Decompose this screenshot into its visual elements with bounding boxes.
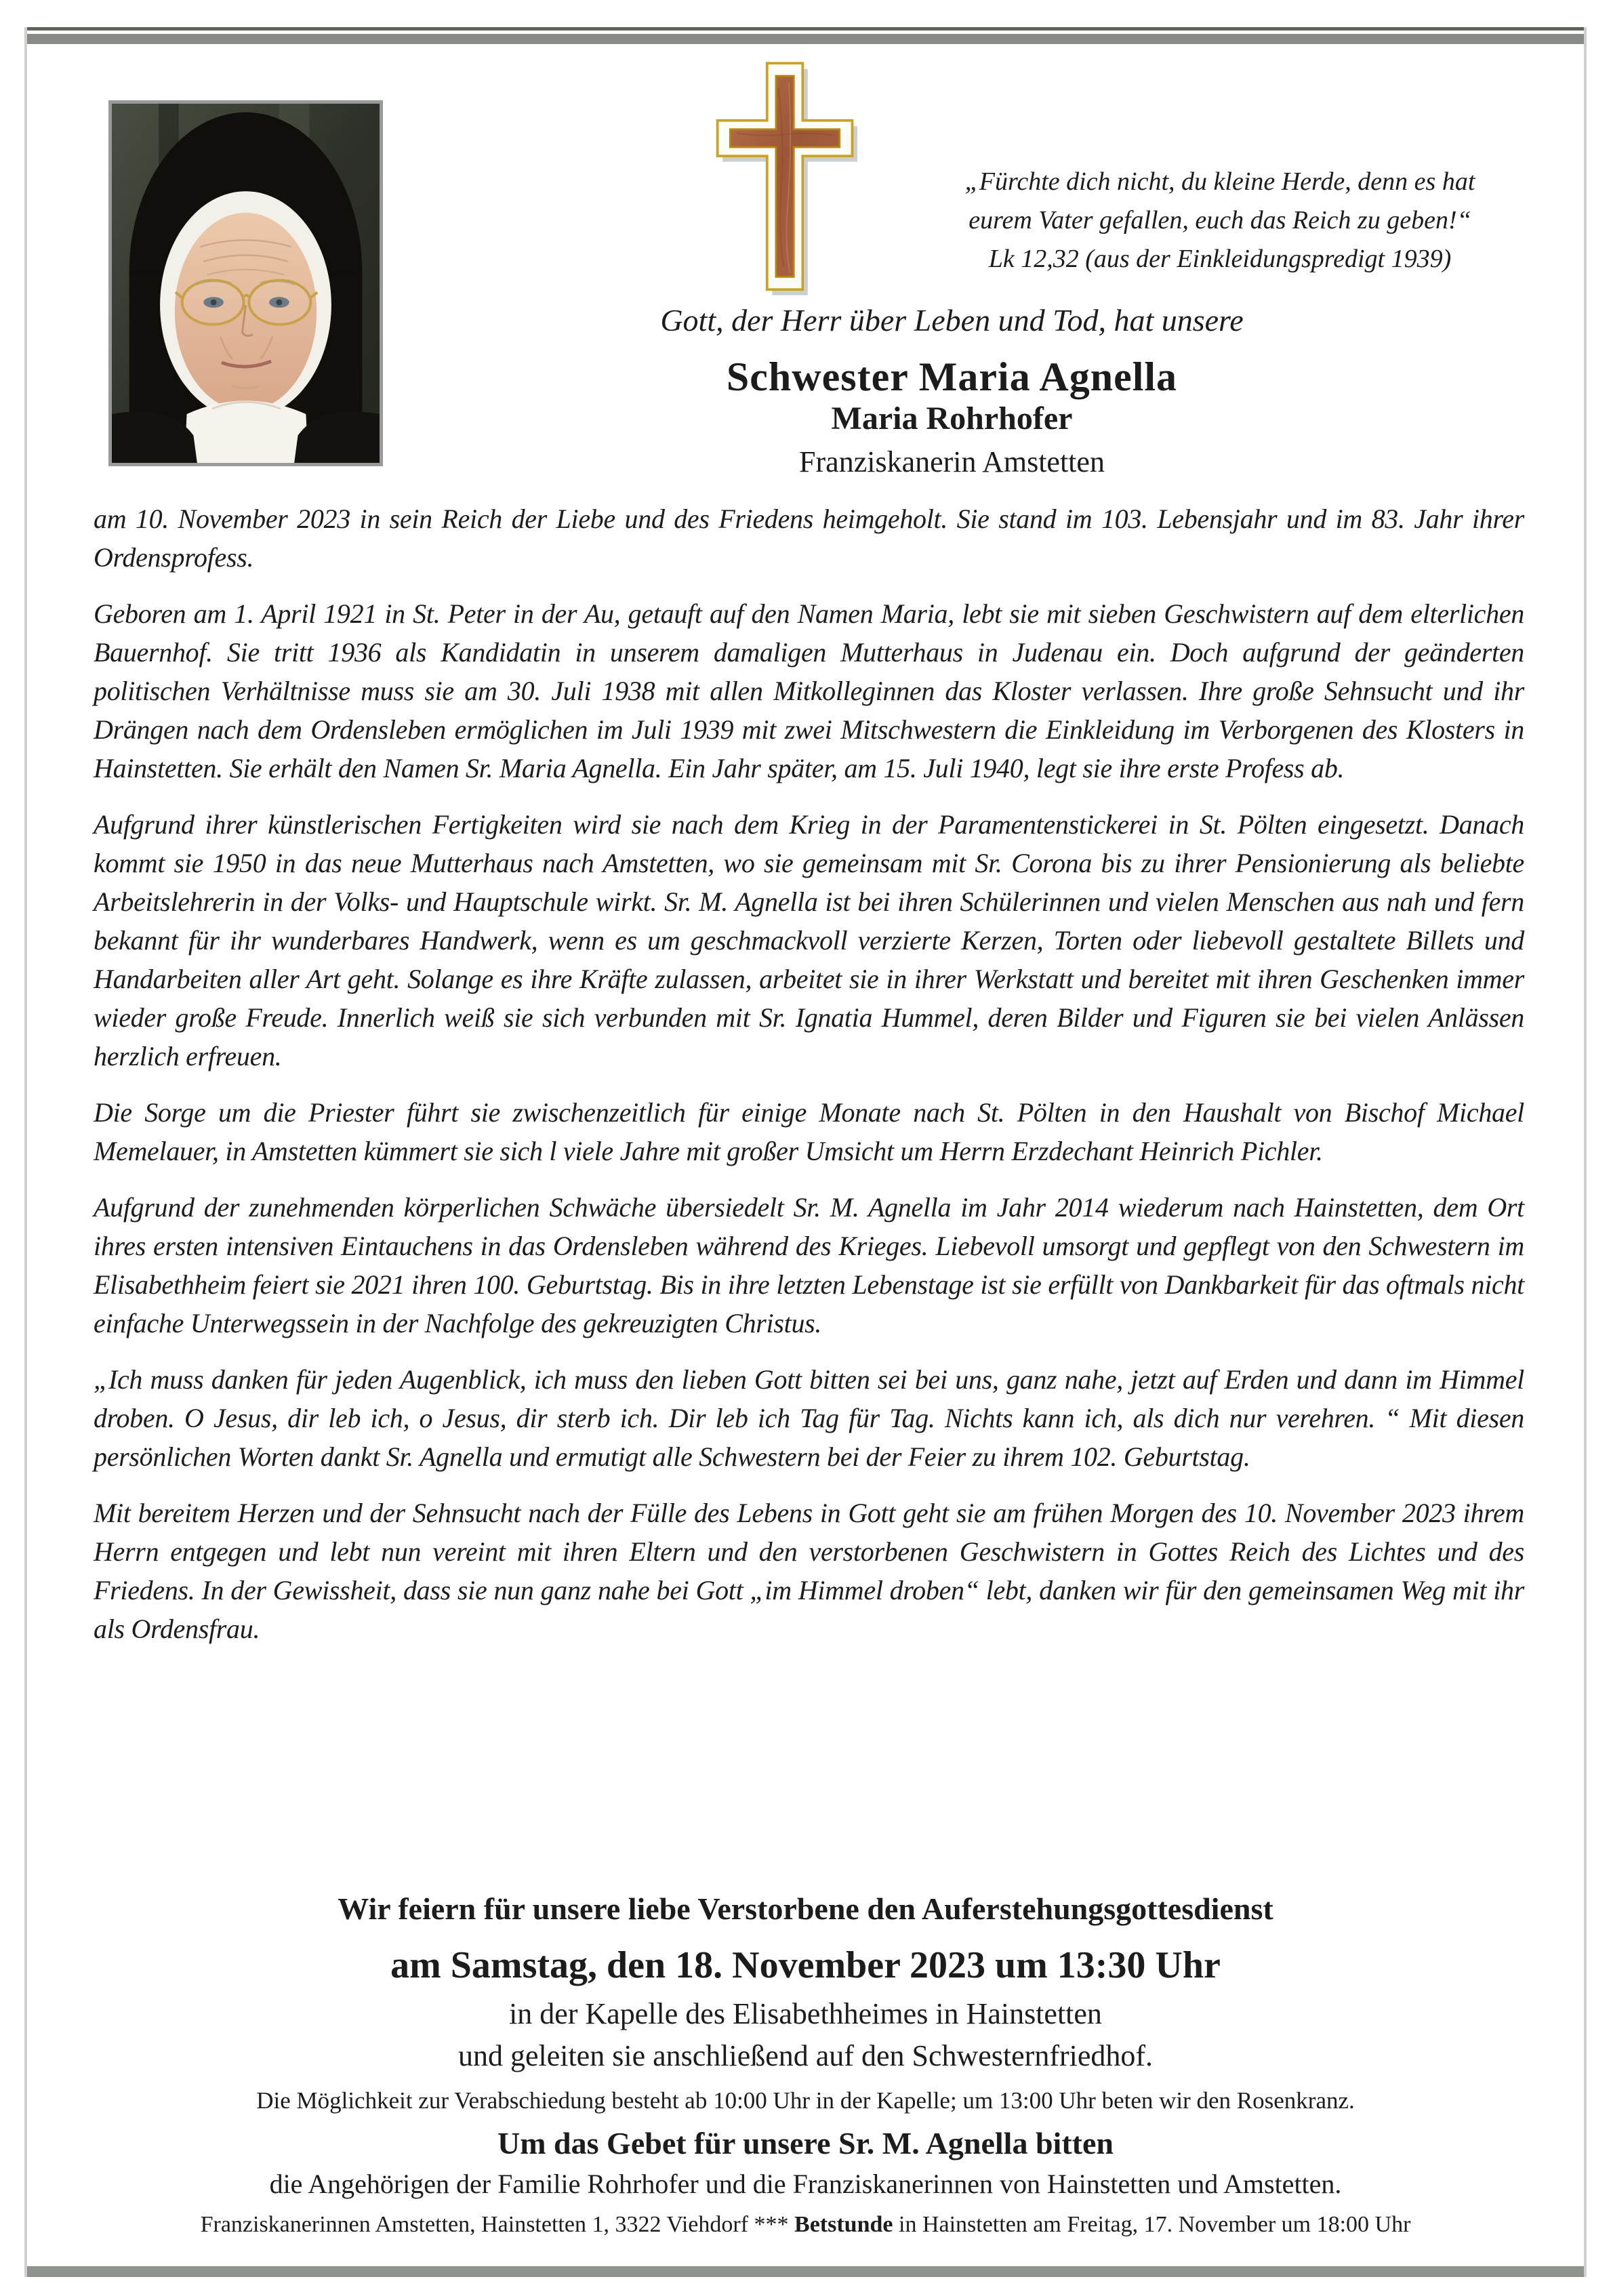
nun-portrait-illustration bbox=[112, 104, 380, 463]
service-procession: und geleiten sie anschließend auf den Schwesternfriedhof. bbox=[457, 2039, 1154, 2072]
wooden-cross-graphic bbox=[714, 58, 857, 300]
quote-line-2: eurem Vater gefallen, euch das Reich zu geben!“ bbox=[968, 206, 1471, 234]
border-frame-bottom-band bbox=[24, 2266, 1587, 2277]
obituary-paragraph: Aufgrund der zunehmenden körperlichen Schwäche übersiedelt Sr. M. Agnella im Jahr 2014 wiederum nach Hainstetten, dem Ort ihres ersten intensiven Eintauchens in das Ordensleben während des Krieges. Liebevoll umsorgt und gepflegt von den Schwestern im Elisabethheim feiert sie 2021 ihren 100. Geburtstag. Bis in ihre letzten Lebenstage ist sie erfüllt von Dankbarkeit für das oftmals nicht einfache Unterwegssein in der Nachfolge des gekreuzigten Christus. bbox=[94, 1192, 1524, 1338]
quote-reference: Lk 12,32 (aus der Einkleidungspredigt 1939) bbox=[988, 245, 1452, 273]
service-location: in der Kapelle des Elisabethheimes in Hainstetten bbox=[509, 1997, 1102, 2030]
prayer-request-line: die Angehörigen der Familie Rohrhofer und die Franziskanerinnen von Hainstetten und Amstetten. bbox=[269, 2169, 1342, 2199]
service-announcement-block bbox=[0, 1891, 1611, 2201]
prayer-request-heading: Um das Gebet für unsere Sr. M. Agnella bitten bbox=[497, 2126, 1114, 2160]
border-frame-top-line bbox=[24, 27, 1587, 30]
intro-line: Gott, der Herr über Leben und Tod, hat unsere bbox=[660, 303, 1244, 337]
obituary-paragraph: Die Sorge um die Priester führt sie zwischenzeitlich für einige Monate nach St. Pölten in den Haushalt von Bischof Michael Memelauer, in Amstetten kümmert sie sich l viele Jahre mit großer Umsicht um Herrn Erzdechant Heinrich Pichler. bbox=[94, 1097, 1524, 1166]
footer-line bbox=[0, 2211, 1611, 2239]
service-announcement: Wir feiern für unsere liebe Verstorbene den Auferstehungsgottesdienst bbox=[338, 1891, 1273, 1926]
deceased-religious-name: Schwester Maria Agnella bbox=[726, 354, 1178, 399]
header-text bbox=[380, 302, 1524, 479]
portrait-photo bbox=[108, 100, 383, 466]
cross-icon bbox=[714, 58, 857, 300]
footer-address: Franziskanerinnen Amstetten, Hainstetten 1, 3322 Viehdorf *** bbox=[200, 2212, 795, 2237]
scripture-quote bbox=[901, 163, 1538, 279]
footer-betstunde-label: Betstunde bbox=[794, 2212, 893, 2237]
obituary-paragraph: Geboren am 1. April 1921 in St. Peter in der Au, getauft auf den Namen Maria, lebt sie mit sieben Geschwistern auf dem elterlichen Bauernhof. Sie tritt 1936 als Kandidatin in unserem damaligen Mutterhaus in Judenau ein. Doch aufgrund der geänderten politischen Verhältnisse muss sie am 30. Juli 1938 mit allen Mitkolleginnen das Kloster verlassen. Ihre große Sehnsucht und ihr Drängen nach dem Ordensleben ermöglichen im Juli 1939 mit zwei Mitschwestern die Einkleidung im Verborgenen des Klosters in Hainstetten. Sie erhält den Namen Sr. Maria Agnella. Ein Jahr später, am 15. Juli 1940, legt sie ihre erste Profess ab. bbox=[94, 598, 1524, 783]
obituary-paragraph: am 10. November 2023 in sein Reich der Liebe und des Friedens heimgeholt. Sie stand im 103. Lebensjahr und im 83. Jahr ihrer Ordensprofess. bbox=[94, 504, 1524, 573]
footer-betstunde-details: in Hainstetten am Freitag, 17. November um 18:00 Uhr bbox=[893, 2212, 1411, 2237]
deceased-order: Franziskanerin Amstetten bbox=[799, 445, 1105, 478]
obituary-paragraph: Mit bereitem Herzen und der Sehnsucht nach der Fülle des Lebens in Gott geht sie am frühen Morgen des 10. November 2023 ihrem Herrn entgegen und lebt nun vereint mit ihren Eltern und den verstorbenen Geschwistern in Gottes Reich des Lichtes und des Friedens. In der Gewissheit, dass sie nun ganz nahe bei Gott „im Himmel droben“ lebt, danken wir für den gemeinsamen Weg mit ihr als Ordensfrau. bbox=[94, 1498, 1524, 1644]
border-frame-top-band bbox=[24, 34, 1587, 44]
obituary-paragraph: Aufgrund ihrer künstlerischen Fertigkeiten wird sie nach dem Krieg in der Paramentenstickerei in St. Pölten eingesetzt. Danach kommt sie 1950 in das neue Mutterhaus nach Amstetten, wo sie gemeinsam mit Sr. Corona bis zu ihrer Pensionierung als beliebte Arbeitslehrerin in der Volks- und Hauptschule wirkt. Sr. M. Agnella ist bei ihren Schülerinnen und vielen Menschen aus nah und fern bekannt für ihr wunderbares Handwerk, wenn es um geschmackvoll verzierte Kerzen, Torten oder liebevoll gestaltete Billets und Handarbeiten aller Art geht. Solange es ihre Kräfte zulassen, arbeitet sie in ihrer Werkstatt und bereitet mit ihren Geschenken immer wieder große Freude. Innerlich weiß sie sich verbunden mit Sr. Ignatia Hummel, deren Bilder und Figuren sie bei vielen Anlässen herzlich erfreuen. bbox=[94, 809, 1524, 1071]
service-datetime: am Samstag, den 18. November 2023 um 13:30 Uhr bbox=[390, 1944, 1221, 1986]
obituary-paragraph: „Ich muss danken für jeden Augenblick, ich muss den lieben Gott bitten sei bei uns, ganz nahe, jetzt auf Erden und dann im Himmel droben. O Jesus, dir leb ich, o Jesus, dir sterb ich. Dir leb ich Tag für Tag. Nichts kann ich, als dich nur verehren. “ Mit diesen persönlichen Worten dankt Sr. Agnella und ermutigt alle Schwestern bei der Feier zu ihrem 102. Geburtstag. bbox=[94, 1364, 1524, 1472]
farewell-note: Die Möglichkeit zur Verabschiedung besteht ab 10:00 Uhr in der Kapelle; um 13:00 Uhr beten wir den Rosenkranz. bbox=[256, 2087, 1355, 2114]
deceased-birth-name: Maria Rohrhofer bbox=[831, 401, 1073, 436]
quote-line-1: „Fürchte dich nicht, du kleine Herde, denn es hat bbox=[964, 167, 1475, 196]
obituary-body bbox=[94, 499, 1524, 1648]
